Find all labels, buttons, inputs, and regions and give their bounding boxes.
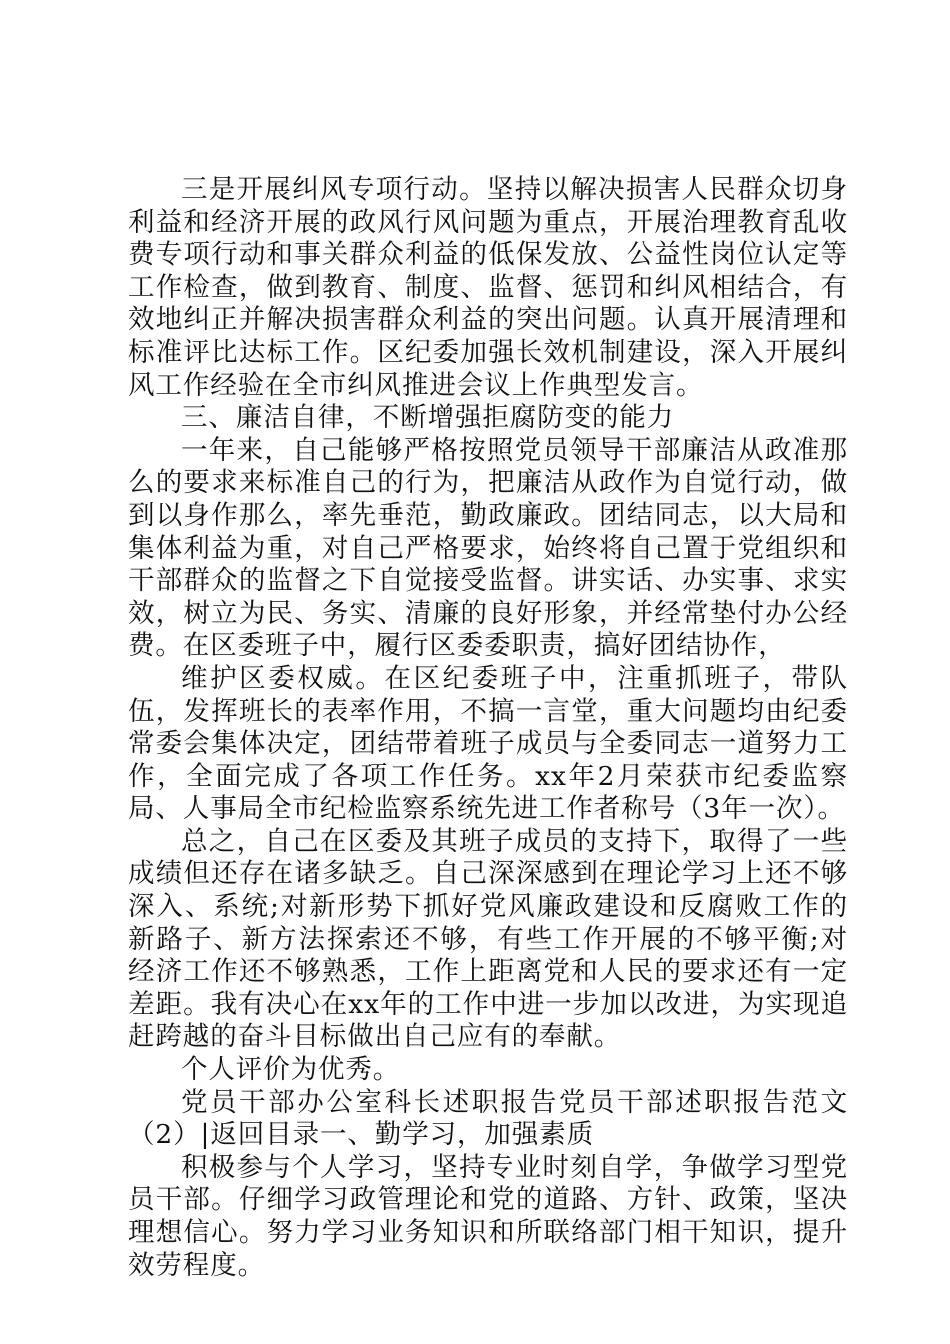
paragraph-self-discipline: 一年来，自己能够严格按照党员领导干部廉洁从政准那么的要求来标准自己的行为，把廉洁从政作为自觉行动，做到以身作那么，率先垂范，勤政廉政。团结同志，以大局和集体利益为重，对自己严格要求，始终将自己置于党组织和干部群众的监督之下自觉接受监督。讲实话、办实事、求实效，树立为民、务实、清廉的良好形象，并经常垫付办公经费。在区委班子中，履行区委委职责，搞好团结协作， xyxy=(128,434,848,662)
section-heading-integrity: 三、廉洁自律，不断增强拒腐防变的能力 xyxy=(181,402,675,434)
paragraph-authority: 维护区委权威。在区纪委班子中，注重抓班子，带队伍，发挥班长的表率作用，不搞一言堂，重大问题均由纪委常委会集体决定，团结带着班子成员与全委同志一道努力工作，全面完成了各项工作任务。xx年2月荣获市纪委监察局、人事局全市纪检监察系统先进工作者称号（3年一次）。 xyxy=(128,662,848,825)
paragraph-report-title: 党员干部办公室科长述职报告党员干部述职报告范文（2）|返回目录一、勤学习，加强素质 xyxy=(128,1086,848,1151)
paragraph-study: 积极参与个人学习，坚持专业时刻自学，争做学习型党员干部。仔细学习政管理论和党的道路、方针、政策，坚决理想信心。努力学习业务知识和所联络部门相干知识，提升效劳程度。 xyxy=(128,1151,848,1281)
paragraph-evaluation: 个人评价为优秀。 xyxy=(181,1054,401,1086)
paragraph-campaign: 三是开展纠风专项行动。坚持以解决损害人民群众切身利益和经济开展的政风行风问题为重点，开展治理教育乱收费专项行动和事关群众利益的低保发放、公益性岗位认定等工作检查，做到教育、制度、监督、惩罚和纠风相结合，有效地纠正并解决损害群众利益的突出问题。认真开展清理和标准评比达标工作。区纪委加强长效机制建设，深入开展纠风工作经验在全市纠风推进会议上作典型发言。 xyxy=(128,174,848,401)
paragraph-summary: 总之，自己在区委及其班子成员的支持下，取得了一些成绩但还存在诸多缺乏。自己深深感到在理论学习上还不够深入、系统;对新形势下抓好党风廉政建设和反腐败工作的新路子、新方法探索还不够，有些工作开展的不够平衡;对经济工作还不够熟悉，工作上距离党和人民的要求还有一定差距。我有决心在xx年的工作中进一步加以改进，为实现追赶跨越的奋斗目标做出自己应有的奉献。 xyxy=(128,825,848,1053)
document-body xyxy=(128,174,848,1282)
